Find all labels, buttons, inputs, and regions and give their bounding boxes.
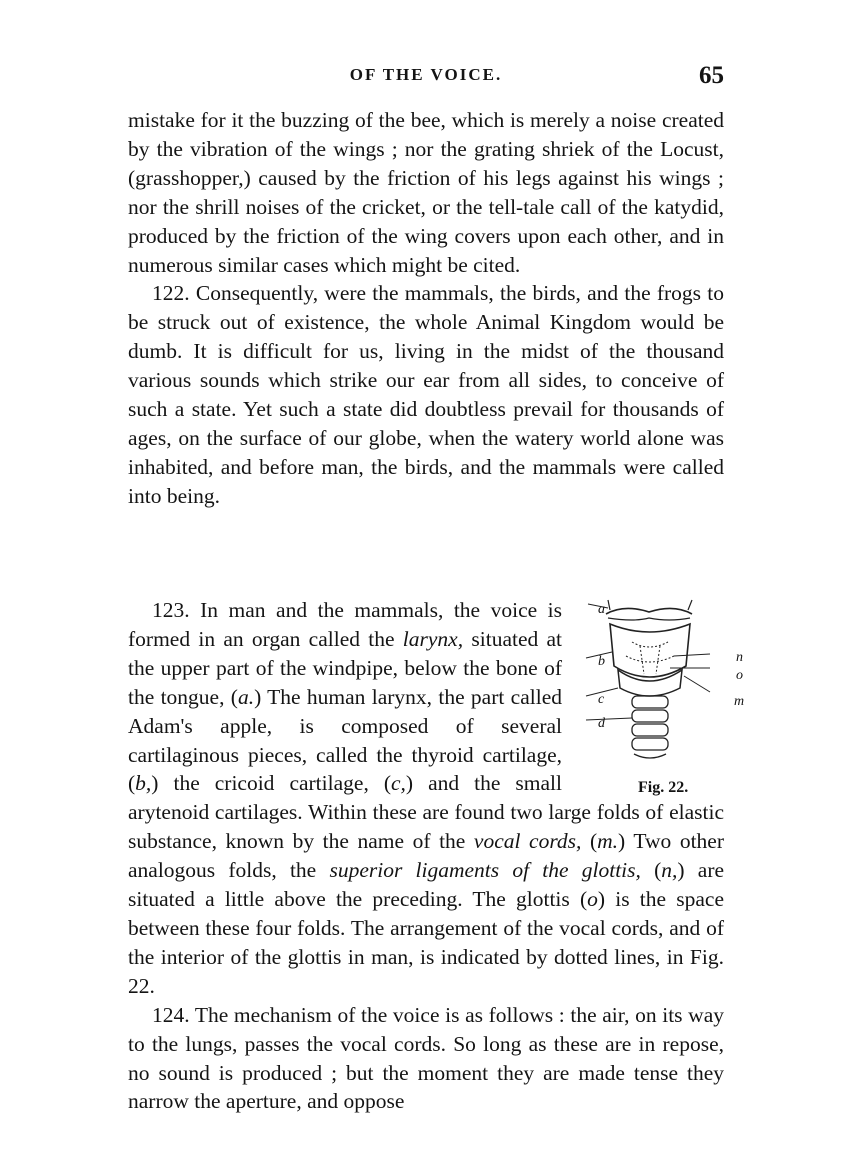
ref-label-c: c, [391, 771, 406, 796]
text-run: ) is the space between these four folds. The arrangement of the vocal cords, and of the interior of the glottis in man, is indicated by dotted lines, in Fig. 22. [128, 887, 724, 998]
ref-label-a: a. [237, 684, 255, 709]
paragraph-number: 122. [152, 281, 190, 306]
figure-22 [574, 596, 745, 796]
paragraph-123 [128, 596, 745, 1001]
text-run: ) Two other analogous folds, the [128, 829, 725, 883]
text-run: ) and the small arytenoid cartilages. Within these are found two large folds of elastic substance, known by the name of the [128, 771, 724, 854]
paragraph-number: 124. [152, 1002, 190, 1027]
paragraph-text: The mechanism of the voice is as follows : the air, on its way to the lungs, passes the vocal cords. So long as these are in repose, no sound is produced ; but the moment they are made tense they narrow the aperture, and oppose [128, 1002, 724, 1114]
figure-label-o: o [736, 668, 743, 683]
paragraph-121-continuation: mistake for it the buzzing of the bee, which is merely a noise created by the vibration of the wings ; nor the grating shriek of the Locust, (grasshopper,) caused by the friction of his legs against his wings ; nor the shrill noises of the cricket, or the tell-tale call of the katydid, produced by the friction of the wing covers upon each other, and in numerous similar cases which might be cited. [128, 108, 724, 277]
text-run: In man and the mammals, the voice is formed in an organ called the [128, 598, 562, 651]
ref-label-b: b, [135, 771, 152, 796]
figure-caption: Fig. 22. [638, 779, 689, 796]
text-run: ) The human larynx, the part called Adam's apple, is composed of several cartilaginous pieces, called the thyroid cartilage, ( [128, 684, 562, 796]
figure-label-n: n [736, 650, 743, 665]
ref-label-m: m. [597, 829, 619, 854]
term-vocal-cords: vocal cords, [473, 829, 582, 854]
running-title: OF THE VOICE. [349, 65, 503, 84]
ref-label-o: o [587, 887, 598, 912]
text-run: ( [589, 829, 598, 854]
paragraph-text: Consequently, were the mammals, the birds, and the frogs to be struck out of existence, the whole Animal Kingdom would be dumb. It is difficult for us, living in the midst of the thousand various sounds which strike our ear from all sides, to conceive of such a state. Yet such a state did doubtless prevail for thousands of ages, on the surface of our globe, when the watery world alone was inhabited, and before man, the birds, and the mammals were called into being. [128, 281, 724, 508]
figure-label-d: d [598, 716, 605, 731]
page-number: 65 [699, 62, 724, 89]
text-run: ( [654, 858, 662, 883]
figure-label-a: a [598, 602, 605, 617]
figure-label-m: m [734, 694, 745, 709]
term-superior-ligaments: superior ligaments of the glottis, [329, 858, 641, 883]
ref-label-n: n, [661, 858, 678, 883]
running-head [128, 62, 724, 92]
paragraph-number: 123. [152, 598, 190, 622]
figure-label-c: c [598, 692, 605, 707]
text-run: ) are situated a little above the preceding. The glottis ( [128, 858, 725, 912]
paragraph-122 [128, 279, 724, 510]
paragraph-124 [128, 1001, 724, 1117]
text-run: ) the cricoid cartilage, ( [151, 771, 391, 796]
figure-label-b: b [598, 654, 605, 669]
term-larynx: larynx, [402, 626, 464, 651]
text-run: situated at the upper part of the windpipe, below the bone of the tongue, ( [128, 626, 563, 709]
text-block-paragraph-123 [128, 596, 745, 1116]
text-block-top [128, 106, 724, 511]
